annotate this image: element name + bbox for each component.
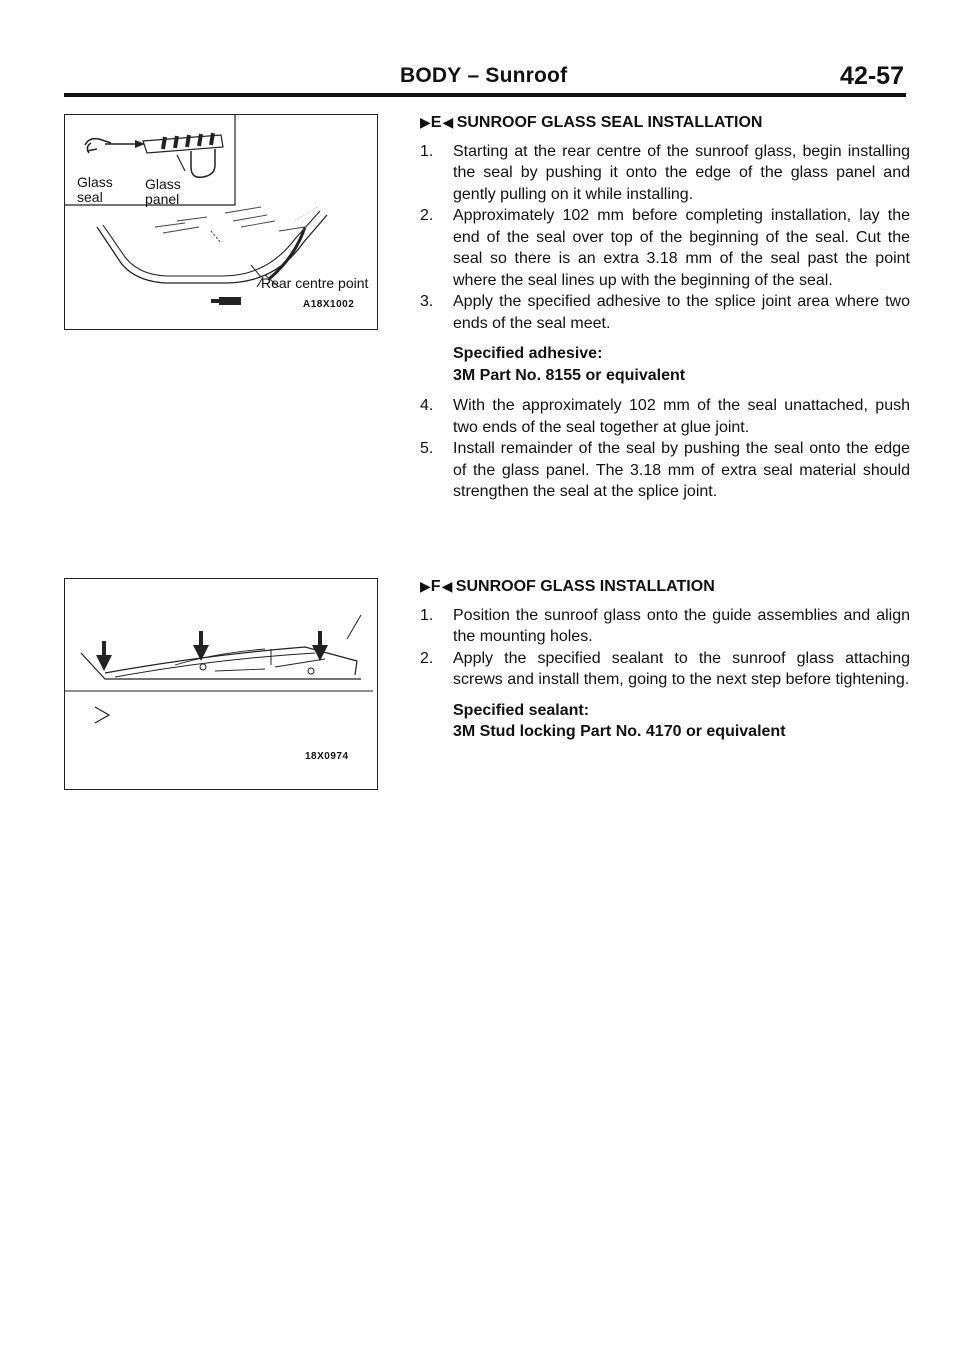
marker-letter: F: [430, 578, 441, 595]
down-arrow-icon: [312, 631, 328, 661]
marker-letter: E: [430, 114, 442, 131]
list-item: [420, 205, 910, 291]
step-number: 2.: [420, 649, 434, 667]
header-divider: [64, 93, 906, 97]
label-glass-seal: [77, 175, 113, 205]
step-text: Approximately 102 mm before completing installation, lay the end of the seal over top of the beginning of the seal. Cut the seal so there is an extra 3.18 mm of the seal past the point where the seal lines up with the beginning of the seal.: [453, 207, 910, 289]
spec-block: [453, 700, 910, 743]
seal-figure: [64, 114, 378, 330]
glass-installation-section: [420, 576, 910, 752]
seal-installation-section: [420, 112, 910, 503]
section-heading: [420, 576, 910, 598]
glass-figure: [64, 578, 378, 790]
label-glass-seal-line1: Glass: [77, 174, 113, 190]
step-number: 1.: [420, 142, 434, 160]
label-glass-panel-line2: panel: [145, 191, 180, 207]
header-section: BODY: [400, 64, 462, 87]
steps-list-continued: [420, 395, 910, 503]
marker-left-icon: ◀: [442, 114, 453, 130]
list-item: [420, 438, 910, 503]
step-text: Apply the specified sealant to the sunroof glass attaching screws and install them, going to the next step before tightening.: [453, 649, 910, 688]
spec-label: Specified sealant:: [453, 701, 590, 719]
label-glass-panel-line1: Glass: [145, 176, 181, 192]
down-arrow-icon: [193, 631, 209, 661]
marker-left-icon: ◀: [441, 578, 452, 594]
step-text: Apply the specified adhesive to the splice joint area where two ends of the seal meet.: [453, 293, 910, 332]
list-item: [420, 291, 910, 334]
spec-label: Specified adhesive:: [453, 345, 603, 362]
hand-icon: [85, 139, 111, 153]
label-glass-panel: [145, 177, 181, 207]
step-number: 1.: [420, 606, 434, 624]
page-header: [64, 64, 904, 94]
step-text: With the approximately 102 mm of the seal unattached, push two ends of the seal together at glue joint.: [453, 397, 910, 436]
header-title: [400, 64, 567, 88]
section-heading: [420, 112, 910, 134]
label-rear-centre-point: Rear centre point: [261, 275, 369, 291]
step-text: Position the sunroof glass onto the guide assemblies and align the mounting holes.: [453, 606, 910, 645]
marker-right-icon: ▶: [420, 114, 430, 130]
list-item: [420, 395, 910, 438]
step-number: 3.: [420, 293, 434, 310]
label-glass-seal-line2: seal: [77, 189, 103, 205]
spec-value: 3M Stud locking Part No. 4170 or equivalent: [453, 723, 786, 740]
section-title: SUNROOF GLASS SEAL INSTALLATION: [456, 114, 763, 131]
steps-list: [420, 141, 910, 335]
step-text: Install remainder of the seal by pushing the seal onto the edge of the glass panel. The 3.18 mm of extra seal material should strengthen the seal at the splice joint.: [453, 440, 910, 500]
steps-list: [420, 605, 910, 691]
list-item: [420, 141, 910, 206]
step-number: 5.: [420, 440, 434, 457]
seal-illustration: [65, 115, 377, 329]
spec-value: 3M Part No. 8155 or equivalent: [453, 366, 686, 384]
glass-figure-code: 18X0974: [305, 751, 349, 762]
list-item: [420, 605, 910, 648]
header-separator: –: [467, 64, 480, 87]
step-text: Starting at the rear centre of the sunroof glass, begin installing the seal by pushing it onto the edge of the glass panel and gently pulling on it while installing.: [453, 142, 910, 203]
page-number: 42-57: [840, 62, 904, 90]
list-item: [420, 648, 910, 691]
header-subsection: Sunroof: [485, 64, 568, 87]
down-arrow-icon: [96, 641, 112, 671]
section-title: SUNROOF GLASS INSTALLATION: [455, 578, 715, 595]
step-number: 2.: [420, 207, 434, 224]
spec-block: [453, 343, 910, 386]
step-number: 4.: [420, 397, 434, 414]
marker-right-icon: ▶: [420, 578, 430, 594]
seal-figure-code: A18X1002: [303, 299, 355, 310]
